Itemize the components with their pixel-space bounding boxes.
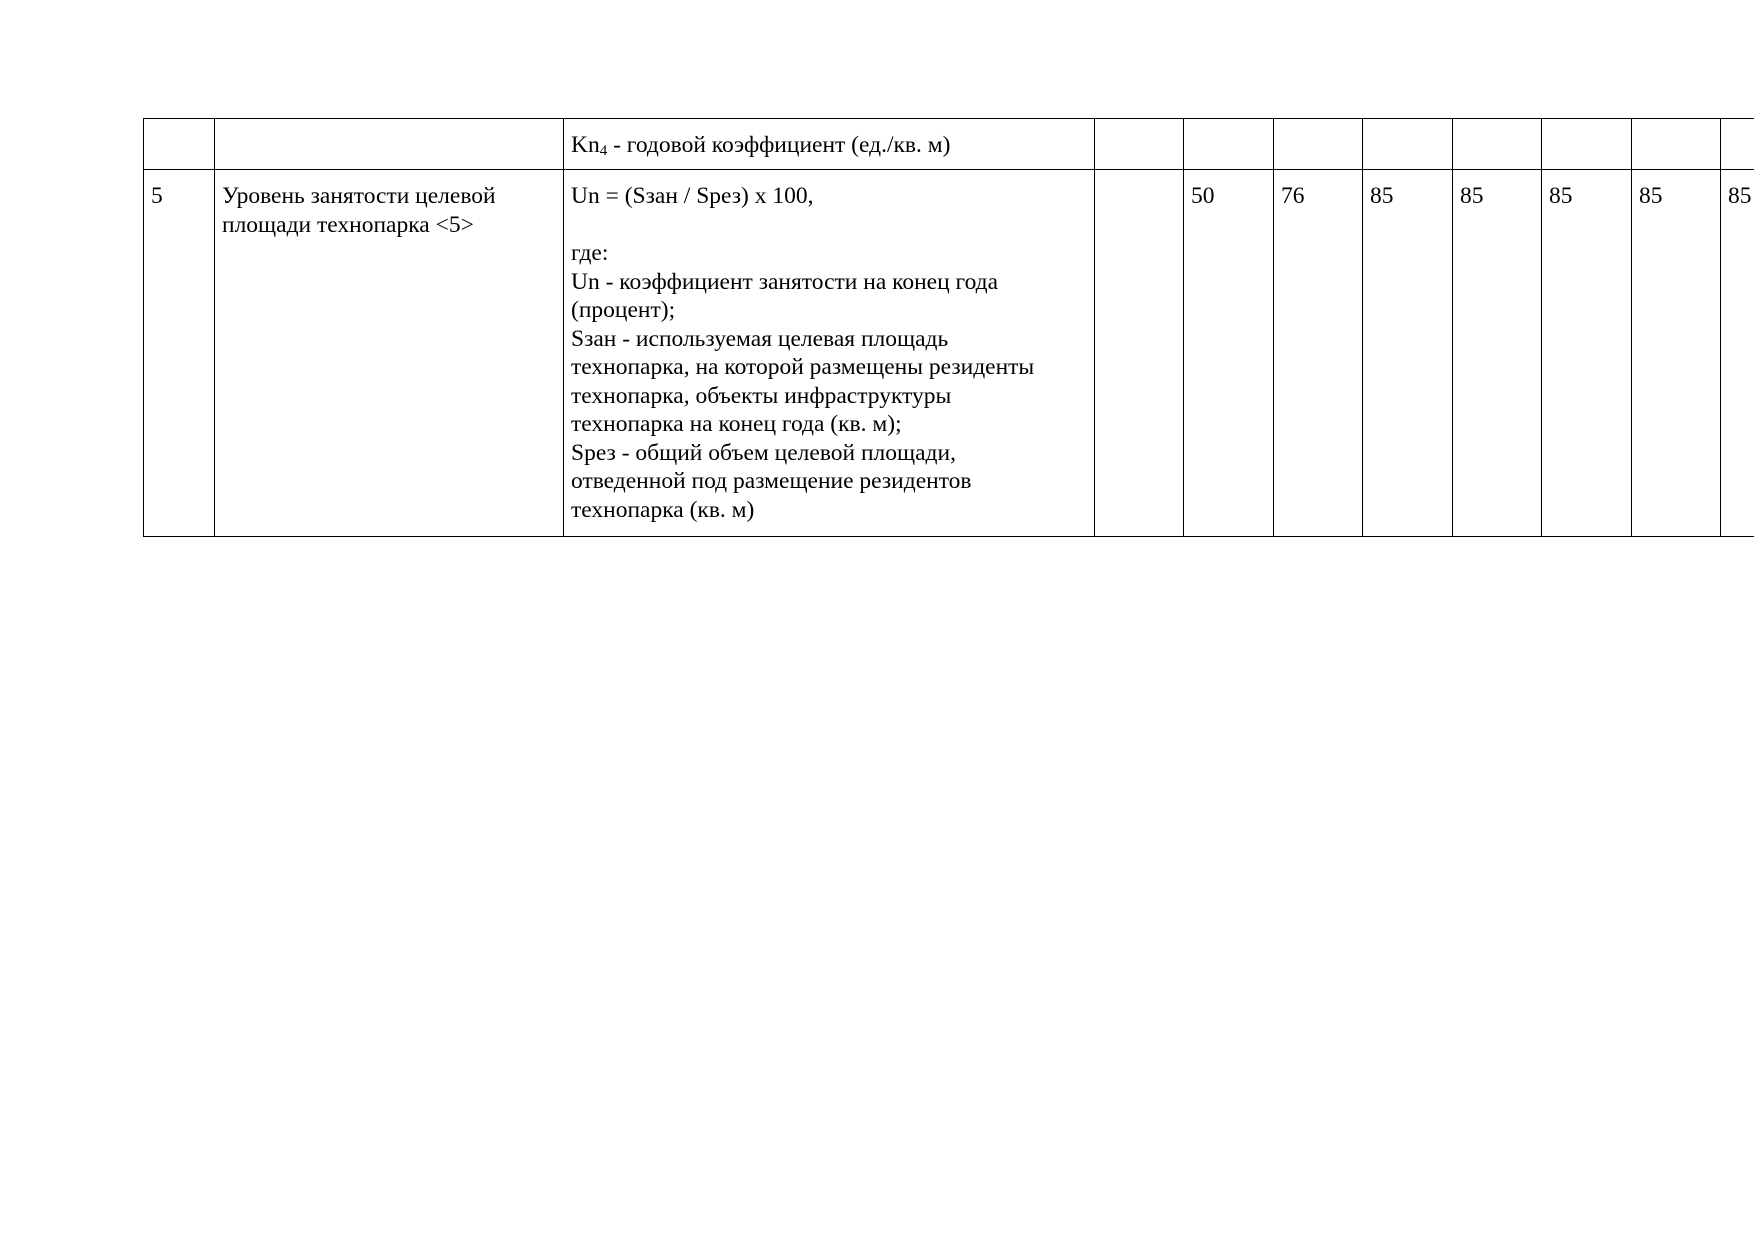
formula-line: где: (571, 240, 609, 266)
formula-subscript: 4 (599, 143, 608, 159)
cell-value: 50 (1184, 170, 1274, 537)
formula-line: Un - коэффициент занятости на конец года (571, 268, 999, 295)
formula-line: Un = (Sзан / Sрез) x 100, (571, 183, 814, 209)
formula-line: отведенной под размещение резидентов (571, 468, 972, 494)
table-row-5 (144, 170, 1754, 537)
formula-line: технопарка, на которой размещены резиденты (571, 354, 1035, 380)
cell-value: 85 (1721, 170, 1754, 537)
indicator-line: площади технопарка <5> (222, 211, 474, 238)
formula-line: Sзан - используемая целевая площадь (571, 325, 949, 352)
formula-line: (процент); (571, 297, 676, 323)
cell-unit (1095, 170, 1184, 537)
cell-value-empty (1542, 119, 1632, 170)
formula-line: технопарка (кв. м) (571, 496, 755, 523)
cell-indicator-empty (215, 119, 564, 170)
cell-value: 85 (1632, 170, 1721, 537)
cell-formula (564, 170, 1095, 537)
table-container (143, 118, 1754, 537)
formula-blank-line (571, 211, 1087, 240)
cell-value: 85 (1363, 170, 1453, 537)
cell-value: 76 (1274, 170, 1363, 537)
cell-value-empty (1274, 119, 1363, 170)
cell-value-empty (1632, 119, 1721, 170)
cell-number-empty (144, 119, 215, 170)
cell-formula-continuation (564, 119, 1095, 170)
cell-value-empty (1184, 119, 1274, 170)
cell-indicator-name (215, 170, 564, 537)
indicator-line: Уровень занятости целевой (222, 183, 496, 209)
table-row-continuation (144, 119, 1754, 170)
cell-unit-empty (1095, 119, 1184, 170)
formula-line: технопарка, объекты инфраструктуры (571, 382, 952, 409)
cell-value: 85 (1542, 170, 1632, 537)
formula-line: технопарка на конец года (кв. м); (571, 411, 902, 437)
cell-value-empty (1453, 119, 1542, 170)
cell-value-empty (1363, 119, 1453, 170)
cell-row-number: 5 (144, 170, 215, 537)
cell-value: 85 (1453, 170, 1542, 537)
formula-suffix: - годовой коэффициент (ед./кв. м) (607, 132, 951, 158)
indicators-table (143, 118, 1754, 537)
cell-value-empty (1721, 119, 1754, 170)
formula-prefix: Kn (571, 132, 600, 158)
formula-line: Sрез - общий объем целевой площади, (571, 439, 956, 466)
